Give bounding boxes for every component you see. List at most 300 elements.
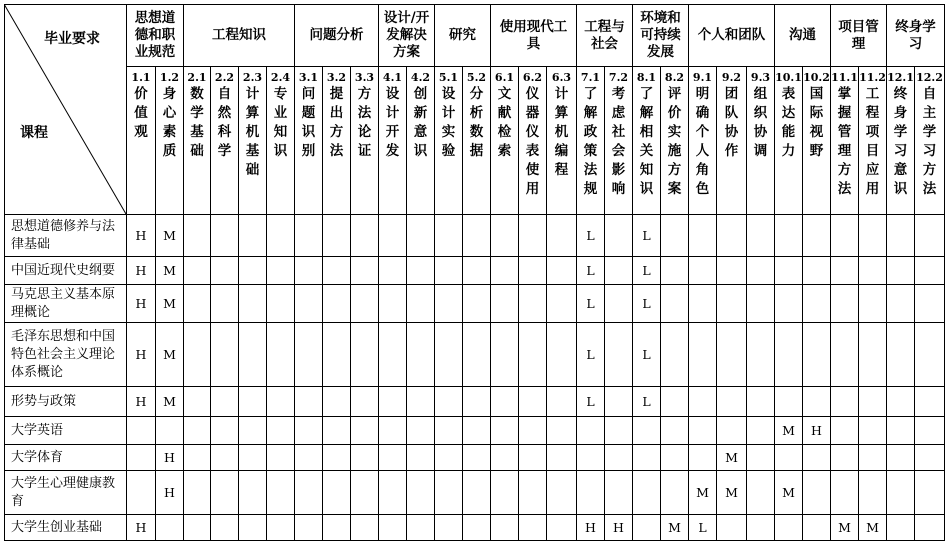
support-level-cell [351, 515, 378, 540]
support-level-cell [689, 445, 716, 470]
support-level-cell [661, 257, 688, 284]
support-level-cell [633, 417, 660, 444]
support-level-cell [211, 515, 238, 540]
support-level-cell [547, 445, 576, 470]
support-level-cell [491, 515, 518, 540]
support-level-cell: L [586, 228, 595, 243]
support-level-cell [547, 387, 576, 416]
table-border-right [944, 4, 945, 541]
indicator-header [407, 67, 434, 214]
support-level-cell [267, 387, 294, 416]
support-level-cell [267, 285, 294, 322]
indicator-text: 了解政策法规 [583, 86, 598, 197]
support-level-cell [747, 257, 774, 284]
support-level-cell [859, 285, 886, 322]
support-level-cell [491, 387, 518, 416]
support-level-cell [379, 417, 406, 444]
support-level-cell [184, 257, 210, 284]
support-level-cell [915, 215, 944, 256]
support-level-cell [351, 285, 378, 322]
support-level-cell [127, 445, 155, 470]
support-level-cell [184, 387, 210, 416]
indicator-text: 终身学习意识 [893, 86, 908, 197]
support-level-cell [239, 515, 266, 540]
indicator-header-content [859, 71, 886, 199]
support-level-cell [605, 215, 632, 256]
indicator-header-content [722, 71, 741, 161]
support-level-cell [775, 445, 802, 470]
support-level-cell [661, 387, 688, 416]
indicator-number: 8.2 [664, 71, 685, 84]
support-level-cell [267, 471, 294, 514]
indicator-number: 9.1 [692, 71, 713, 84]
support-level-cell [775, 515, 802, 540]
support-level-cell [491, 445, 518, 470]
indicator-text: 自主学习方法 [922, 86, 937, 197]
support-level-cell [887, 257, 914, 284]
indicator-text: 设计实验 [441, 86, 456, 159]
support-level-cell [859, 387, 886, 416]
indicator-header [211, 67, 238, 214]
indicator-text: 考虑社会影响 [611, 86, 626, 197]
support-level-cell [239, 445, 266, 470]
support-level-cell [661, 285, 688, 322]
group-header: 工程与社会 [584, 18, 625, 52]
indicator-text: 自然科学 [217, 86, 232, 159]
indicator-header-content [327, 71, 346, 161]
support-level-cell [435, 285, 462, 322]
support-level-cell [239, 471, 266, 514]
indicator-header [547, 67, 576, 214]
support-level-cell [295, 257, 322, 284]
indicator-number: 2.4 [270, 71, 291, 84]
indicator-header-content [887, 71, 914, 199]
support-level-cell [547, 471, 576, 514]
support-level-cell [915, 471, 944, 514]
indicator-header-content [751, 71, 770, 161]
support-level-cell [519, 387, 546, 416]
indicator-header [295, 67, 322, 214]
support-level-cell [803, 471, 830, 514]
support-level-cell [519, 445, 546, 470]
group-header: 问题分析 [309, 27, 364, 43]
support-level-cell: H [135, 520, 147, 535]
support-level-cell [803, 515, 830, 540]
support-level-cell [887, 285, 914, 322]
support-level-cell [463, 515, 490, 540]
support-level-cell [661, 445, 688, 470]
support-level-cell [605, 445, 632, 470]
support-level-cell: L [698, 520, 707, 535]
support-level-cell [747, 417, 774, 444]
support-level-cell [435, 471, 462, 514]
support-level-cell [435, 445, 462, 470]
support-level-cell [267, 417, 294, 444]
support-level-cell [379, 215, 406, 256]
support-level-cell [379, 515, 406, 540]
group-header: 环境和可持续发展 [640, 10, 681, 60]
indicator-text: 方法论证 [357, 86, 372, 159]
support-level-cell [267, 515, 294, 540]
course-name: 中国近现代史纲要 [11, 262, 116, 278]
indicator-text: 团队协作 [724, 86, 739, 159]
support-level-cell [915, 445, 944, 470]
support-level-cell [775, 285, 802, 322]
indicator-header [184, 67, 210, 214]
support-level-cell [323, 257, 350, 284]
support-level-cell: H [585, 520, 596, 535]
support-level-cell [323, 215, 350, 256]
indicator-header [803, 67, 830, 214]
support-level-cell: M [696, 485, 709, 500]
support-level-cell [351, 323, 378, 386]
indicator-text: 计算机编程 [554, 86, 569, 178]
support-level-cell [887, 323, 914, 386]
indicator-header [323, 67, 350, 214]
indicator-text: 仪器仪表使用 [525, 86, 540, 197]
indicator-header-content [637, 71, 656, 199]
support-level-cell: H [135, 228, 147, 243]
support-level-cell [803, 215, 830, 256]
indicator-text: 设计开发 [385, 86, 400, 159]
support-level-cell [463, 285, 490, 322]
indicator-number: 3.2 [326, 71, 347, 84]
support-level-cell [379, 445, 406, 470]
support-level-cell [491, 215, 518, 256]
support-level-cell [463, 471, 490, 514]
support-level-cell [661, 471, 688, 514]
support-level-cell: M [838, 520, 851, 535]
indicator-header-content [523, 71, 542, 199]
indicator-header-content [803, 71, 830, 161]
indicator-header [239, 67, 266, 214]
support-level-cell [661, 417, 688, 444]
indicator-number: 10.2 [803, 71, 830, 84]
indicator-header-content [467, 71, 486, 161]
group-header: 思想道德和职业规范 [134, 10, 176, 60]
indicator-number: 6.1 [494, 71, 515, 84]
support-level-cell [605, 417, 632, 444]
support-level-cell [239, 257, 266, 284]
indicator-number: 9.3 [750, 71, 771, 84]
support-level-cell [239, 215, 266, 256]
support-level-cell [184, 215, 210, 256]
indicator-header [435, 67, 462, 214]
support-level-cell [859, 417, 886, 444]
support-level-cell [859, 257, 886, 284]
support-level-cell [717, 417, 746, 444]
support-level-cell [775, 323, 802, 386]
support-level-cell: L [586, 347, 595, 362]
support-level-cell [519, 215, 546, 256]
group-header: 个人和团队 [697, 27, 766, 43]
support-level-cell [211, 471, 238, 514]
support-level-cell [211, 445, 238, 470]
support-level-cell [717, 215, 746, 256]
support-level-cell [435, 387, 462, 416]
indicator-text: 国际视野 [809, 86, 824, 159]
support-level-cell [547, 257, 576, 284]
indicator-text: 提出方法 [329, 86, 344, 159]
support-level-cell [491, 257, 518, 284]
support-level-cell [605, 387, 632, 416]
course-name: 大学英语 [11, 422, 64, 438]
indicator-header-content [187, 71, 206, 161]
indicator-header [577, 67, 604, 214]
group-header: 设计/开发解决方案 [383, 10, 430, 60]
support-level-cell [547, 417, 576, 444]
indicator-header-content [495, 71, 514, 161]
support-level-cell [803, 323, 830, 386]
support-level-cell [689, 257, 716, 284]
support-level-cell [351, 471, 378, 514]
indicator-header [859, 67, 886, 214]
support-level-cell: M [163, 394, 176, 409]
indicator-text: 分析数据 [469, 86, 484, 159]
support-level-cell [547, 285, 576, 322]
support-level-cell [184, 471, 210, 514]
support-level-cell [156, 515, 183, 540]
support-level-cell [295, 471, 322, 514]
course-name: 形势与政策 [11, 393, 77, 409]
indicator-header [633, 67, 660, 214]
support-level-cell [519, 257, 546, 284]
support-level-cell [463, 445, 490, 470]
indicator-header [915, 67, 944, 214]
support-level-cell [915, 285, 944, 322]
support-level-cell [323, 417, 350, 444]
support-level-cell [211, 387, 238, 416]
support-level-cell [519, 285, 546, 322]
indicator-header-content [581, 71, 600, 199]
support-level-cell [887, 515, 914, 540]
indicator-header-content [383, 71, 402, 161]
support-level-cell [887, 445, 914, 470]
indicator-number: 1.2 [159, 71, 180, 84]
indicator-text: 计算机基础 [245, 86, 260, 178]
support-level-cell [239, 387, 266, 416]
group-header: 沟通 [789, 27, 816, 43]
support-level-cell [407, 515, 434, 540]
support-level-cell [407, 387, 434, 416]
indicator-header-content [411, 71, 430, 161]
support-level-cell [435, 215, 462, 256]
support-level-cell [407, 445, 434, 470]
support-level-cell: L [642, 228, 651, 243]
support-level-cell [915, 515, 944, 540]
indicator-text: 评价实施方案 [667, 86, 682, 197]
support-level-cell [547, 323, 576, 386]
support-level-cell [887, 471, 914, 514]
support-level-cell [547, 215, 576, 256]
support-level-cell [887, 417, 914, 444]
group-header: 研究 [449, 27, 476, 43]
indicator-header [156, 67, 183, 214]
indicator-header-content [916, 71, 943, 199]
support-level-cell [831, 445, 858, 470]
support-level-cell [211, 417, 238, 444]
support-level-cell [605, 285, 632, 322]
support-level-cell [915, 387, 944, 416]
support-level-cell [831, 471, 858, 514]
support-level-cell [859, 445, 886, 470]
indicator-number: 11.2 [859, 71, 886, 84]
indicator-text: 问题识别 [301, 86, 316, 159]
support-level-cell [407, 257, 434, 284]
indicator-number: 10.1 [775, 71, 802, 84]
support-level-cell: L [586, 394, 595, 409]
support-level-cell [747, 471, 774, 514]
support-level-cell [803, 387, 830, 416]
support-level-cell [239, 417, 266, 444]
support-level-cell [859, 471, 886, 514]
indicator-number: 4.1 [382, 71, 403, 84]
indicator-header-content [131, 71, 150, 142]
indicator-header [519, 67, 546, 214]
support-level-cell [435, 417, 462, 444]
support-level-cell [239, 323, 266, 386]
support-level-cell [211, 257, 238, 284]
support-level-cell [859, 215, 886, 256]
indicator-header [661, 67, 688, 214]
support-level-cell [184, 445, 210, 470]
indicator-number: 2.2 [214, 71, 235, 84]
indicator-header-content [355, 71, 374, 161]
indicator-header [605, 67, 632, 214]
indicator-number: 6.2 [522, 71, 543, 84]
support-level-cell [323, 445, 350, 470]
support-level-cell [127, 471, 155, 514]
indicator-header [831, 67, 858, 214]
support-level-cell [689, 323, 716, 386]
support-level-cell [831, 257, 858, 284]
support-level-cell: H [135, 263, 147, 278]
indicator-text: 工程项目应用 [865, 86, 880, 197]
support-level-cell [323, 323, 350, 386]
support-level-cell [267, 323, 294, 386]
support-level-cell [379, 257, 406, 284]
indicator-number: 12.1 [887, 71, 914, 84]
indicator-number: 2.1 [187, 71, 207, 84]
support-level-cell: L [586, 296, 595, 311]
support-level-cell: M [163, 347, 176, 362]
support-level-cell [295, 417, 322, 444]
course-name: 大学体育 [11, 449, 64, 465]
indicator-header [689, 67, 716, 214]
support-level-cell [577, 445, 604, 470]
support-level-cell [211, 285, 238, 322]
support-level-cell [689, 285, 716, 322]
indicator-header-content [609, 71, 628, 199]
indicator-number: 2.3 [242, 71, 263, 84]
support-level-cell [351, 445, 378, 470]
indicator-text: 价值观 [134, 86, 148, 140]
indicator-text: 了解相关知识 [639, 86, 654, 197]
support-level-cell [605, 471, 632, 514]
support-level-cell [689, 215, 716, 256]
support-level-cell [463, 257, 490, 284]
support-level-cell [407, 471, 434, 514]
support-level-cell [831, 285, 858, 322]
support-level-cell [463, 215, 490, 256]
support-level-cell: H [164, 450, 175, 465]
support-level-cell [351, 215, 378, 256]
indicator-header-content [552, 71, 571, 180]
support-level-cell: L [642, 296, 651, 311]
course-name: 马克思主义基本原理概论 [11, 286, 116, 320]
support-level-cell: M [782, 485, 795, 500]
support-level-cell [831, 417, 858, 444]
support-level-cell: M [866, 520, 879, 535]
support-level-cell [463, 387, 490, 416]
indicator-header [379, 67, 406, 214]
group-header: 使用现代工具 [499, 18, 568, 52]
support-level-cell [127, 417, 155, 444]
support-level-cell [295, 215, 322, 256]
indicator-header-content [831, 71, 858, 199]
support-level-cell [351, 417, 378, 444]
course-name: 毛泽东思想和中国特色社会主义理论体系概论 [11, 328, 116, 380]
support-level-cell [519, 515, 546, 540]
support-level-cell [463, 417, 490, 444]
support-level-cell [267, 445, 294, 470]
support-level-cell [379, 387, 406, 416]
support-level-cell [295, 515, 322, 540]
support-level-cell [831, 323, 858, 386]
indicator-header [747, 67, 774, 214]
indicator-text: 文献检索 [497, 86, 512, 159]
support-level-cell [633, 471, 660, 514]
support-level-cell [323, 471, 350, 514]
support-level-cell [491, 471, 518, 514]
indicator-header-content [215, 71, 234, 161]
support-level-cell: H [613, 520, 624, 535]
support-level-cell [775, 257, 802, 284]
indicator-header-content [271, 71, 290, 161]
support-level-cell [267, 257, 294, 284]
support-level-cell [435, 323, 462, 386]
support-level-cell [295, 323, 322, 386]
support-level-cell [915, 323, 944, 386]
indicator-text: 创新意识 [413, 86, 428, 159]
support-level-cell [717, 285, 746, 322]
support-level-cell [239, 285, 266, 322]
support-level-cell [491, 323, 518, 386]
indicator-header-content [665, 71, 684, 199]
support-level-cell [463, 323, 490, 386]
table-border-bottom [4, 540, 945, 541]
support-level-cell [519, 417, 546, 444]
indicator-number: 11.1 [831, 71, 858, 84]
group-header: 项目管理 [838, 18, 879, 52]
indicator-header [267, 67, 294, 214]
support-level-cell [379, 471, 406, 514]
support-level-cell [915, 257, 944, 284]
group-header: 终身学习 [895, 18, 936, 52]
support-level-cell [491, 285, 518, 322]
support-level-cell: L [642, 394, 651, 409]
support-level-cell [747, 285, 774, 322]
support-level-cell [887, 387, 914, 416]
support-level-cell [717, 257, 746, 284]
indicator-number: 12.2 [916, 71, 943, 84]
support-level-cell: H [164, 485, 175, 500]
support-level-cell [915, 417, 944, 444]
support-level-cell [689, 387, 716, 416]
group-header: 工程知识 [212, 27, 266, 43]
indicator-number: 5.2 [466, 71, 487, 84]
indicator-header [887, 67, 914, 214]
